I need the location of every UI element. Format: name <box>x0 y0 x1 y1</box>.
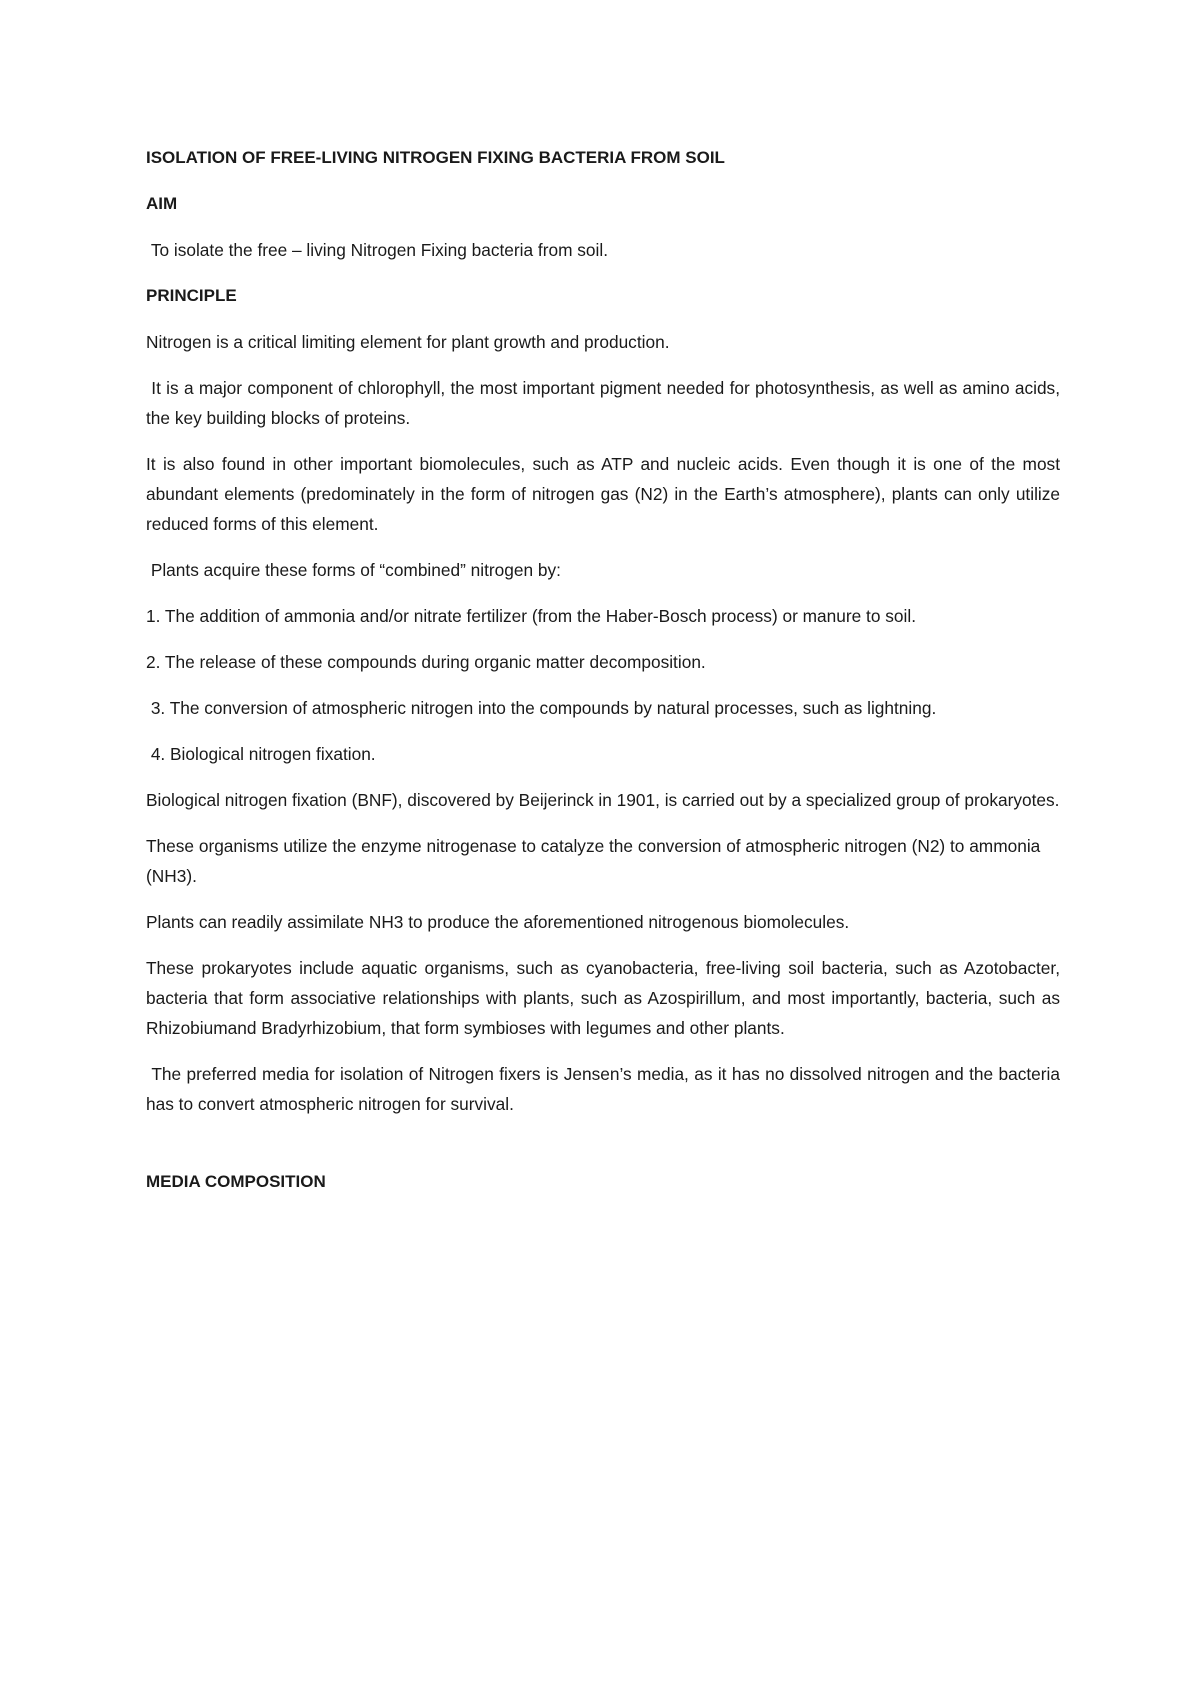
principle-paragraph: These prokaryotes include aquatic organisms, such as cyanobacteria, free-living soil bacteria, such as Azotobacter, bacteria that form associative relationships with plants, such as Azospirillum, and most importantly, bacteria, such as Rhizobiumand Bradyrhizobium, that form symbioses with legumes and other plants. <box>146 958 1060 1038</box>
list-item: 3. The conversion of atmospheric nitrogen into the compounds by natural processes, such as lightning. <box>150 698 937 718</box>
principle-paragraph: It is also found in other important biomolecules, such as ATP and nucleic acids. Even though it is one of the most abundant elements (predominately in the form of nitrogen gas (N2) in the Earth’s atmosphere), plants can only utilize reduced forms of this element. <box>146 454 1060 534</box>
principle-paragraph: It is a major component of chlorophyll, the most important pigment needed for photosynthesis, as well as amino acids, the key building blocks of proteins. <box>146 378 1060 428</box>
principle-paragraph: Plants can readily assimilate NH3 to produce the aforementioned nitrogenous biomolecules. <box>146 912 850 932</box>
principle-paragraph: Plants acquire these forms of “combined” nitrogen by: <box>150 560 561 580</box>
list-item: 4. Biological nitrogen fixation. <box>150 744 376 764</box>
principle-paragraph: Biological nitrogen fixation (BNF), discovered by Beijerinck in 1901, is carried out by a specialized group of prokaryotes. <box>146 790 1060 810</box>
aim-text: To isolate the free – living Nitrogen Fixing bacteria from soil. <box>150 240 609 260</box>
list-item: 1. The addition of ammonia and/or nitrate fertilizer (from the Haber-Bosch process) or manure to soil. <box>146 606 917 626</box>
principle-paragraph: Nitrogen is a critical limiting element for plant growth and production. <box>146 332 670 352</box>
media-composition-heading: MEDIA COMPOSITION <box>146 1172 326 1191</box>
principle-heading: PRINCIPLE <box>146 286 237 305</box>
aim-heading: AIM <box>146 194 178 213</box>
document-title: ISOLATION OF FREE-LIVING NITROGEN FIXING BACTERIA FROM SOIL <box>146 148 725 167</box>
principle-paragraph: These organisms utilize the enzyme nitrogenase to catalyze the conversion of atmospheric nitrogen (N2) to ammonia (NH3). <box>146 836 1041 886</box>
document-page <box>146 143 1060 1213</box>
list-item: 2. The release of these compounds during organic matter decomposition. <box>146 652 706 672</box>
principle-paragraph: The preferred media for isolation of Nitrogen fixers is Jensen’s media, as it has no dissolved nitrogen and the bacteria has to convert atmospheric nitrogen for survival. <box>146 1064 1060 1114</box>
